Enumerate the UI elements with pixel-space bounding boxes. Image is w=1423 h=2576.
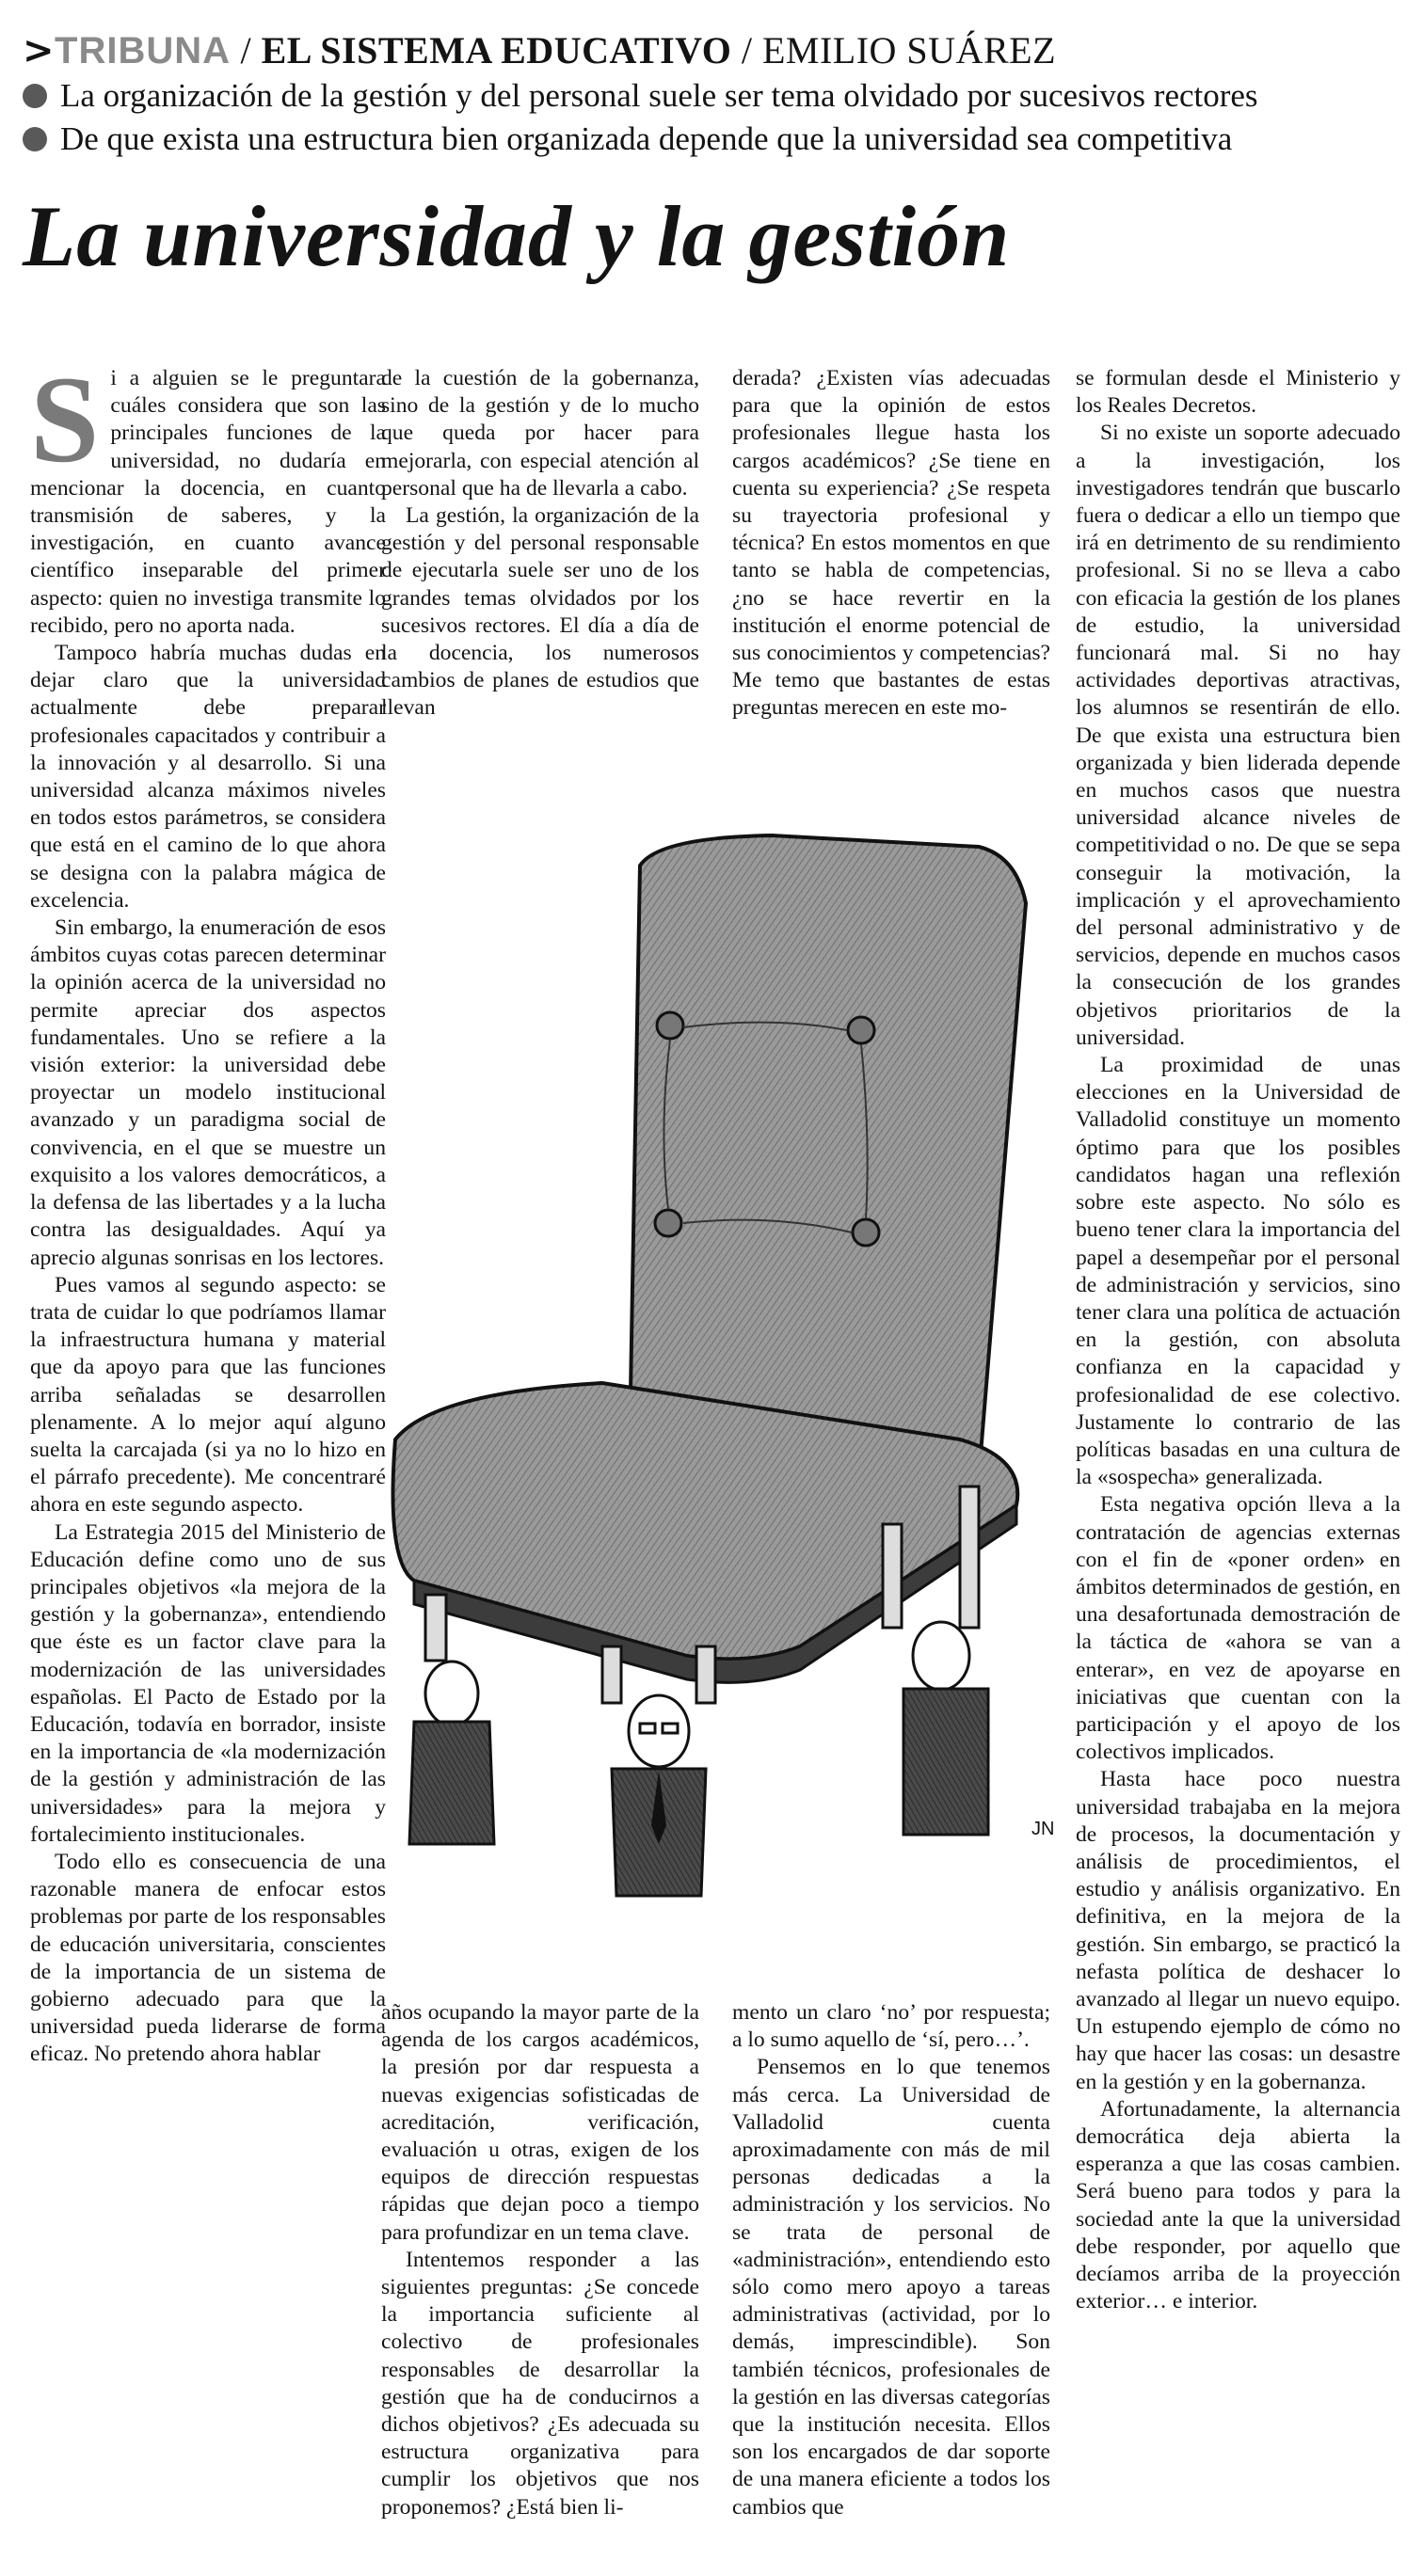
paragraph: mento un claro ‘no’ por respuesta; a lo sumo aquello de ‘sí, pero…’.: [732, 2000, 1050, 2053]
paragraph: de la cuestión de la gobernanza, sino de la gestión y de lo mucho que queda por hacer para mejorarla, con especial atención al personal que ha de llevarla a cabo.: [381, 366, 699, 501]
article-column-2-bottom: [381, 1999, 699, 2567]
chair-button: [848, 1017, 874, 1043]
kicker-separator-2: /: [741, 29, 753, 72]
worker-left: [409, 1595, 494, 1844]
chair-button: [655, 1210, 681, 1236]
paragraph: Pues vamos al segundo aspecto: se trata de cuidar lo que podríamos llamar la infraestructura humana y material que da apoyo para que las funciones arriba señaladas se desarrollen plenamente. A lo mejor aquí alguno suelta la carcajada (si ya no lo hizo en el párrafo precedente). Me concentraré ahora en este segundo aspecto.: [30, 1272, 386, 1518]
paragraph: años ocupando la mayor parte de la agenda de los cargos académicos, la presión por dar respuesta a nuevas exigencias sofisticadas de acreditación, verificación, evaluación u otras, exigen de los equipos de dirección respuestas rápidas que dejan poco a tiempo para profundizar en un tema clave.: [381, 2000, 699, 2245]
kicker-arrow: >: [23, 29, 56, 72]
subheading-text-1: La organización de la gestión y del personal suele ser tema olvidado por sucesivos rectores: [60, 77, 1258, 114]
chair-button: [657, 1012, 683, 1039]
subheading-text-2: De que exista una estructura bien organizada depende que la universidad sea competitiva: [60, 120, 1233, 157]
bullet-dot-icon: [23, 127, 47, 151]
article-column-3-bottom: [732, 1999, 1050, 2567]
kicker: [23, 28, 1406, 73]
article-column-1: [30, 365, 386, 2567]
article-column-2-top: [381, 365, 699, 758]
paragraph: se formulan desde el Ministerio y los Reales Decretos.: [1076, 366, 1400, 419]
section-label: TRIBUNA: [55, 30, 231, 72]
paragraph: La proximidad de unas elecciones en la Universidad de Valladolid constituye un momento óptimo para que los posibles candidatos hagan una reflexión sobre este aspecto. No sólo es bueno tener clara la importancia del papel a desempeñar por el personal de administración y servicios, sino tener clara una política de actuación en la gestión, con absoluta confianza en la capacidad y profesionalidad de ese colectivo. Justamente lo contrario de las políticas basadas en una cultura de la «sospecha» generalizada.: [1076, 1053, 1400, 1490]
paragraph: La gestión, la organización de la gestión y del personal responsable de ejecutarla suele ser uno de los grandes temas olvidados por los sucesivos rectores. El día a día de la docencia, los numerosos cambios de planes de estudios que llevan: [381, 503, 699, 721]
paragraph: Sin embargo, la enumeración de esos ámbitos cuyas cotas parecen determinar la opinión acerca de la universidad no permite apreciar dos aspectos fundamentales. Uno se refiere a la visión exterior: la universidad debe proyectar un modelo institucional avanzado y un paradigma social de convivencia, en el que se muestre un exquisito a los valores democráticos, a la defensa de las libertades y a la lucha contra las desigualdades. Aquí ya aprecio algunas sonrisas en los lectores.: [30, 915, 386, 1270]
headline: La universidad y la gestión: [23, 188, 1011, 284]
subheading-bullet-2: [23, 119, 1406, 160]
paragraph: derada? ¿Existen vías adecuadas para que la opinión de estos profesionales llegue hasta los cargos académicos? ¿Se tiene en cuenta su experiencia? ¿Se respeta su trayectoria profesional y técnica? En estos momentos en que tanto se habla de competencias, ¿no se hace revertir en la institución el enorme potencial de sus conocimientos y competencias? Me temo que bastantes de estas preguntas merecen en este mo-: [732, 366, 1050, 721]
paragraph: Esta negativa opción lleva a la contratación de agencias externas con el fin de «poner orden» en ámbitos determinados de gestión, en una desafortunada demostración de la táctica de «ahora se van a enterar», en vez de apoyarse en iniciativas que cuentan con la participación y el apoyo de los colectivos implicados.: [1076, 1492, 1400, 1765]
paragraph: Hasta hace poco nuestra universidad trabajaba en la mejora de procesos, la documentación y análisis de procedimientos, el estudio y análisis organizativo. En definitiva, en la mejora de la gestión. Sin embargo, se practicó la nefasta política de deshacer lo avanzado al llegar un nuevo equipo. Un estupendo ejemplo de cómo no hay que hacer las cosas: un desastre en la gestión y en la gobernanza.: [1076, 1767, 1400, 2094]
paragraph: La Estrategia 2015 del Ministerio de Educación define como uno de sus principales objetivos «la mejora de la gestión y la gobernanza», entendiendo que éste es un factor clave para la modernización de las universidades españolas. El Pacto de Estado por la Educación, todavía en borrador, insiste en la importancia de «la modernización de la gestión y administración de las universidades» para la mejora y fortalecimiento institucionales.: [30, 1519, 386, 1847]
worker-center: [602, 1646, 715, 1896]
illustrator-signature: JN: [1031, 1819, 1055, 1839]
dropcap: S: [30, 365, 100, 488]
kicker-separator: /: [240, 29, 252, 72]
illustration-chair-carried-by-workers: [376, 828, 1073, 1900]
paragraph: Intentemos responder a las siguientes preguntas: ¿Se concede la importancia suficiente al colectivo de profesionales responsables de desarrollar la gestión que ha de conducirnos a dichos objetivos? ¿Es adecuada su estructura organizativa para cumplir los objetivos que nos proponemos? ¿Está bien li-: [381, 2247, 699, 2520]
bullet-dot-icon: [23, 84, 47, 108]
chair-button: [853, 1219, 879, 1246]
topic-label: EL SISTEMA EDUCATIVO: [261, 29, 732, 72]
paragraph: Todo ello es consecuencia de una razonable manera de enfocar estos problemas por parte de los responsables de educación universitaria, conscientes de la importancia de un sistema de gobierno adecuado para que la universidad pueda liderarse de forma eficaz. No pretendo ahora hablar: [30, 1849, 386, 2067]
paragraph-text: i a alguien se le preguntara cuáles considera que son las principales funciones de la universidad, no dudaría en mencionar la docencia, en cuanto transmisión de saberes, y la investigación, en cuanto avance científico inseparable del primer aspecto: quien no investiga transmite lo recibido, pero no aporta nada.: [30, 366, 386, 638]
paragraph: Pensemos en lo que tenemos más cerca. La Universidad de Valladolid cuenta aproximadamente con más de mil personas dedicadas a la administración y los servicios. No se trata de personal de «administración», entendiendo esto sólo como mero apoyo a tareas administrativas (actividad, por lo demás, imprescindible). Son también técnicos, profesionales de la gestión en las diversas categorías que la institución necesita. Ellos son los encargados de dar soporte de una manera eficiente a todos los cambios que: [732, 2055, 1050, 2520]
author-name: EMILIO SUÁREZ: [761, 29, 1056, 72]
paragraph: Si no existe un soporte adecuado a la investigación, los investigadores tendrán que buscarlo fuera o dedicar a ello un tiempo que irá en detrimento de su rendimiento profesional. Si no se lleva a cabo con eficacia la gestión de los planes de estudio, la universidad funcionará mal. Si no hay actividades deportivas atractivas, los alumnos se resentirán de ello. De que exista una estructura bien organizada y bien liderada depende en muchos casos que nuestra universidad alcance niveles de competitividad o no. De que se sepa conseguir la motivación, la implicación y el aprovechamiento del personal administrativo y de servicios, depende en muchos casos la consecución de los grandes objetivos prioritarios de la universidad.: [1076, 421, 1400, 1050]
paragraph: Tampoco habría muchas dudas en dejar claro que la universidad actualmente debe preparar profesionales capacitados y contribuir a la innovación y al desarrollo. Si una universidad alcanza máximos niveles en todos estos parámetros, se considera que está en el camino de lo que ahora se designa con la palabra mágica de excelencia.: [30, 641, 386, 913]
subheading-bullet-1: [23, 75, 1406, 117]
paragraph: [30, 365, 386, 640]
article-column-3-top: [732, 365, 1050, 758]
article-column-4: [1076, 365, 1400, 2567]
article-header: [23, 28, 1406, 160]
paragraph: Afortunadamente, la alternancia democrática deja abierta la esperanza a que las cosas cambien. Será bueno para todos y para la sociedad ante la que la universidad debe responder, por aquello que decíamos arriba de la proyección exterior… e interior.: [1076, 2096, 1400, 2314]
